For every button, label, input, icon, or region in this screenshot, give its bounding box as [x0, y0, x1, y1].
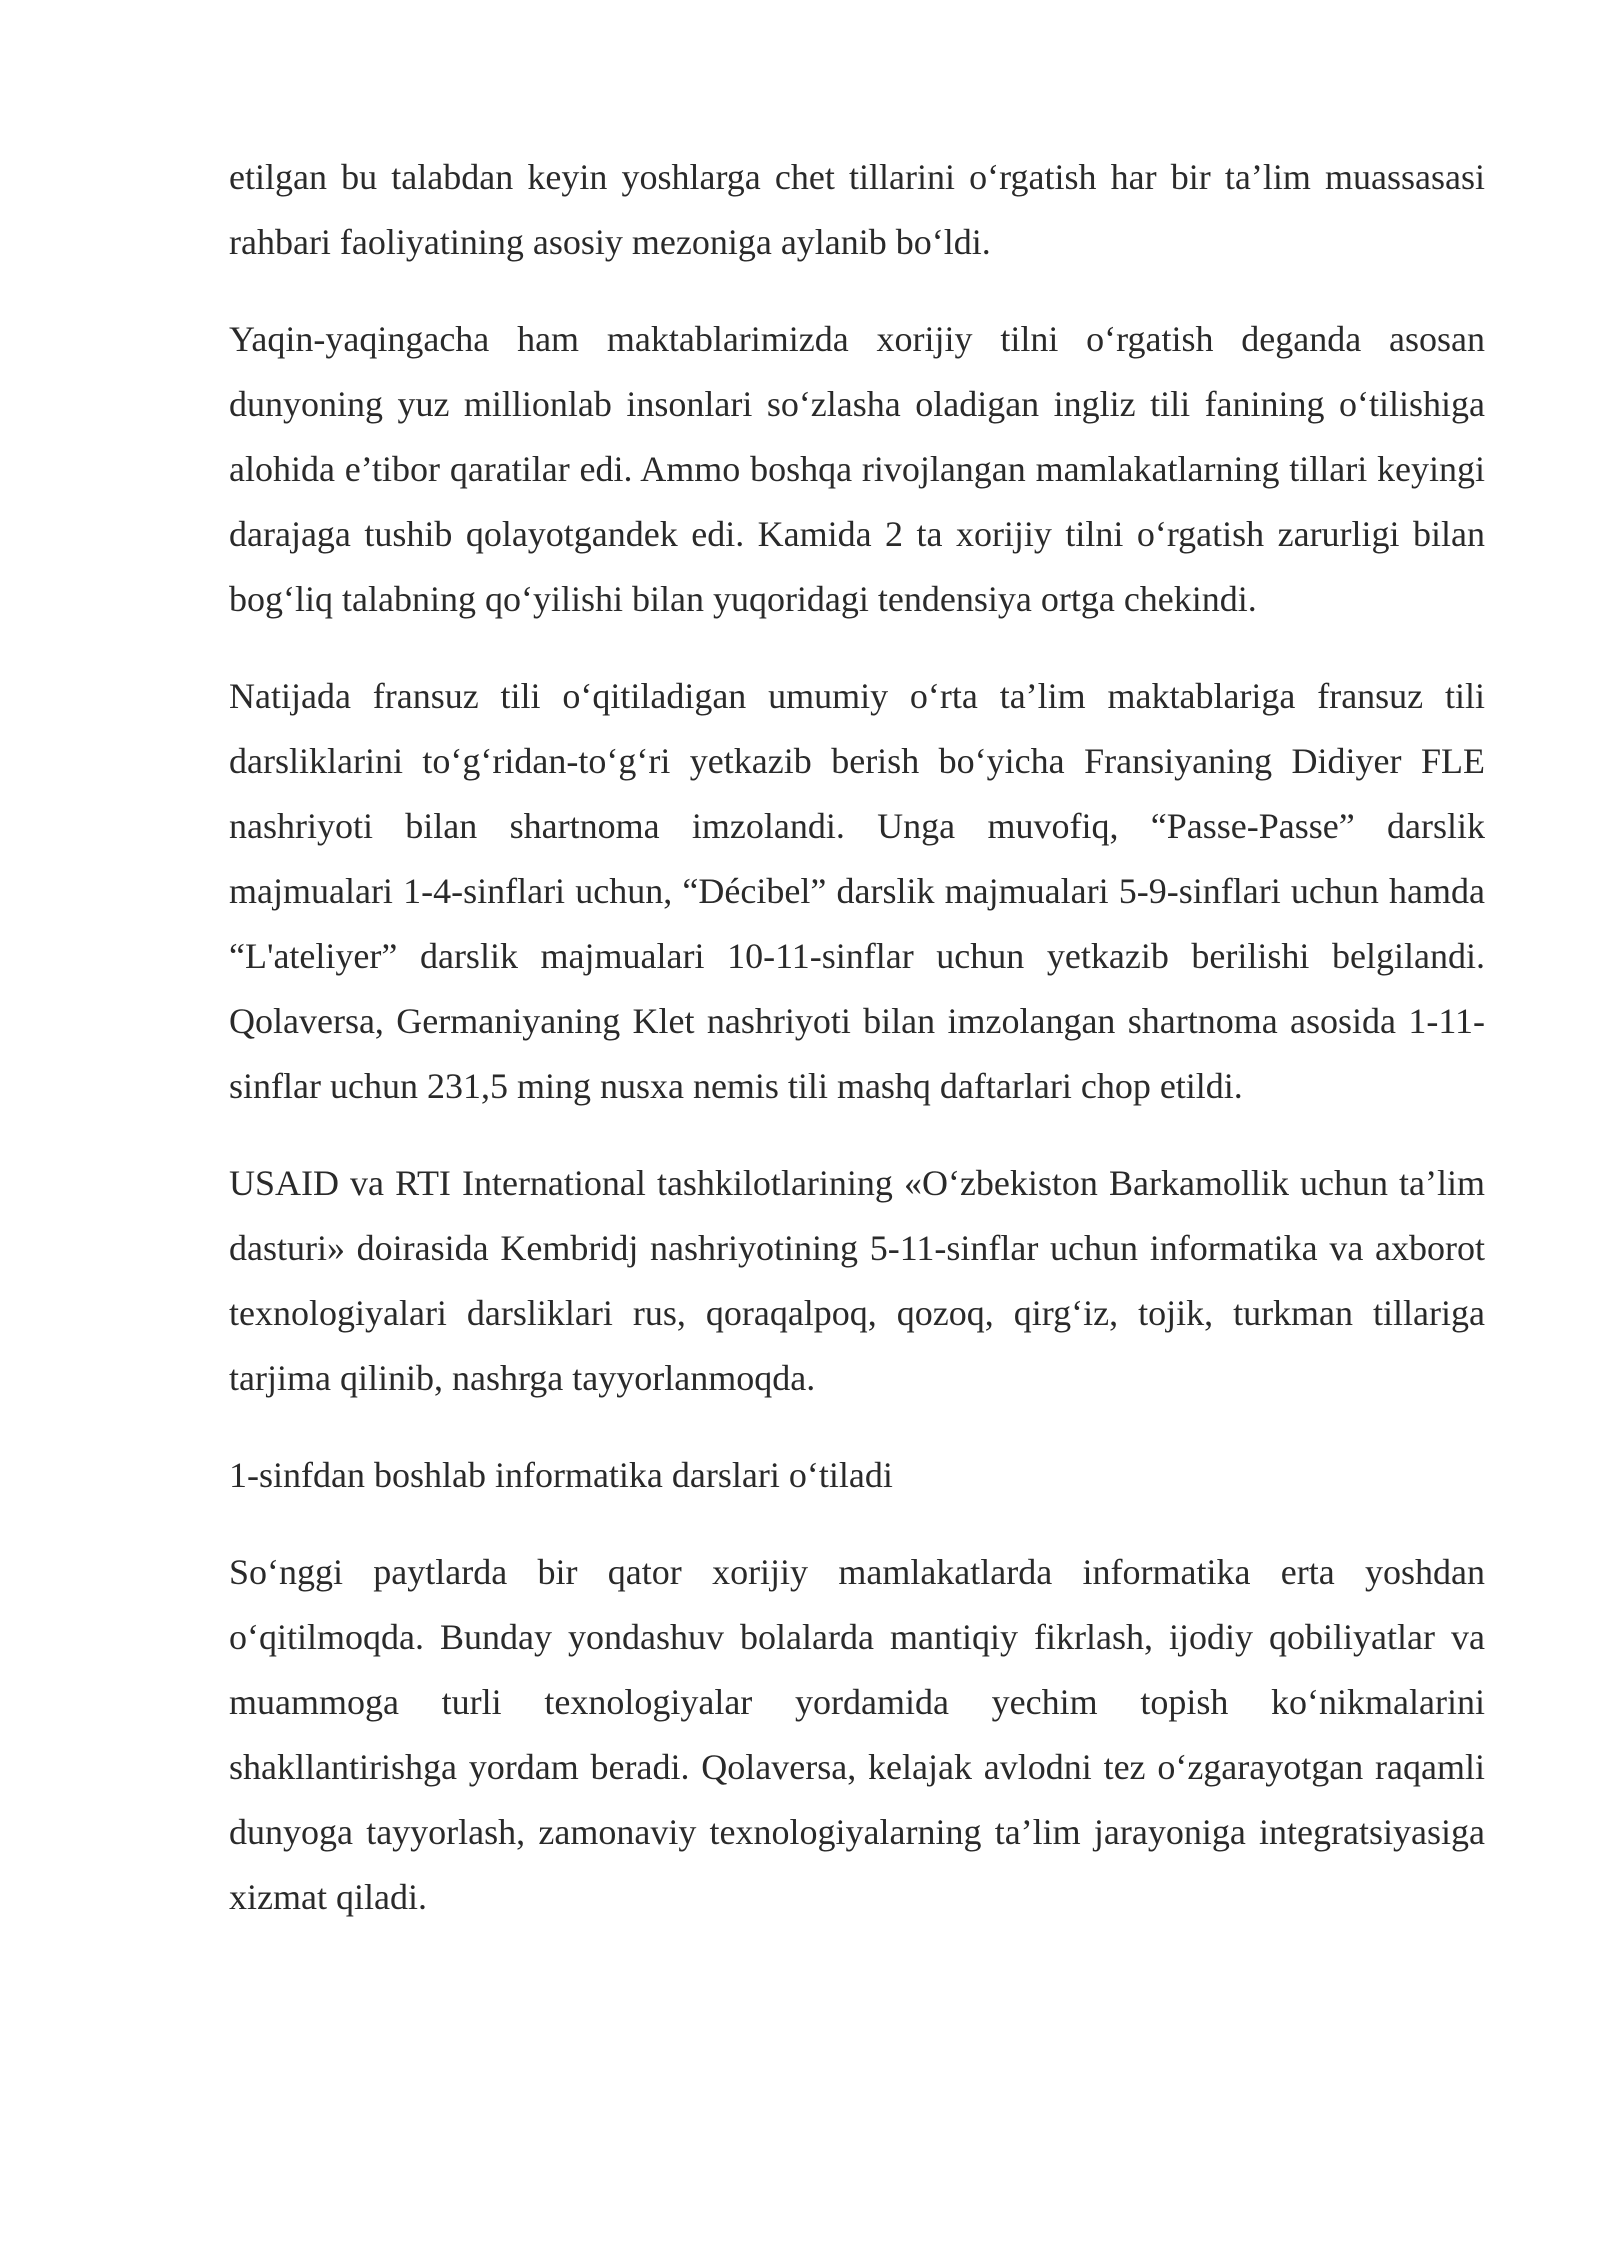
- paragraph-usaid-program: USAID va RTI International tashkilotlarining «O‘zbekiston Barkamollik uchun ta’lim dasturi» doirasida Kembridj nashriyotining 5-11-sinflar uchun informatika va axborot texnologiyalari darsliklari rus, qoraqalpoq, qozoq, qirg‘iz, tojik, turkman tillariga tarjima qilinib, nashrga tayyorlanmoqda.: [229, 1163, 1485, 1398]
- paragraph-foreign-languages: Yaqin-yaqingacha ham maktablarimizda xorijiy tilni o‘rgatish deganda asosan dunyoning yuz millionlab insonlari so‘zlasha oladigan ingliz tili fanining o‘tilishiga alohida e’tibor qaratilar edi. Ammo boshqa rivojlangan mamlakatlarning tillari keyingi darajaga tushib qolayotgandek edi. Kamida 2 ta xorijiy tilni o‘rgatish zarurligi bilan bog‘liq talabning qo‘yilishi bilan yuqoridagi tendensiya ortga chekindi.: [229, 319, 1485, 619]
- paragraph-continuation: etilgan bu talabdan keyin yoshlarga chet tillarini o‘rgatish har bir ta’lim muassasasi rahbari faoliyatining asosiy mezoniga aylanib bo‘ldi.: [229, 157, 1485, 262]
- section-heading-informatics: 1-sinfdan boshlab informatika darslari o‘tiladi: [229, 1455, 893, 1495]
- paragraph-french-textbooks: Natijada fransuz tili o‘qitiladigan umumiy o‘rta ta’lim maktablariga fransuz tili darsliklarini to‘g‘ridan-to‘g‘ri yetkazib berish bo‘yicha Fransiyaning Didiyer FLE nashriyoti bilan shartnoma imzolandi. Unga muvofiq, “Passe-Passe” darslik majmualari 1-4-sinflari uchun, “Décibel” darslik majmualari 5-9-sinflari uchun hamda “L'ateliyer” darslik majmualari 10-11-sinflar uchun yetkazib berilishi belgilandi. Qolaversa, Germaniyaning Klet nashriyoti bilan imzolangan shartnoma asosida 1-11-sinflar uchun 231,5 ming nusxa nemis tili mashq daftarlari chop etildi.: [229, 676, 1485, 1106]
- paragraph-informatics-early: So‘nggi paytlarda bir qator xorijiy mamlakatlarda informatika erta yoshdan o‘qitilmoqda. Bunday yondashuv bolalarda mantiqiy fikrlash, ijodiy qobiliyatlar va muammoga turli texnologiyalar yordamida yechim topish ko‘nikmalarini shakllantirishga yordam beradi. Qolaversa, kelajak avlodni tez o‘zgarayotgan raqamli dunyoga tayyorlash, zamonaviy texnologiyalarning ta’lim jarayoniga integratsiyasiga xizmat qiladi.: [229, 1552, 1485, 1917]
- document-body: [229, 145, 1485, 1962]
